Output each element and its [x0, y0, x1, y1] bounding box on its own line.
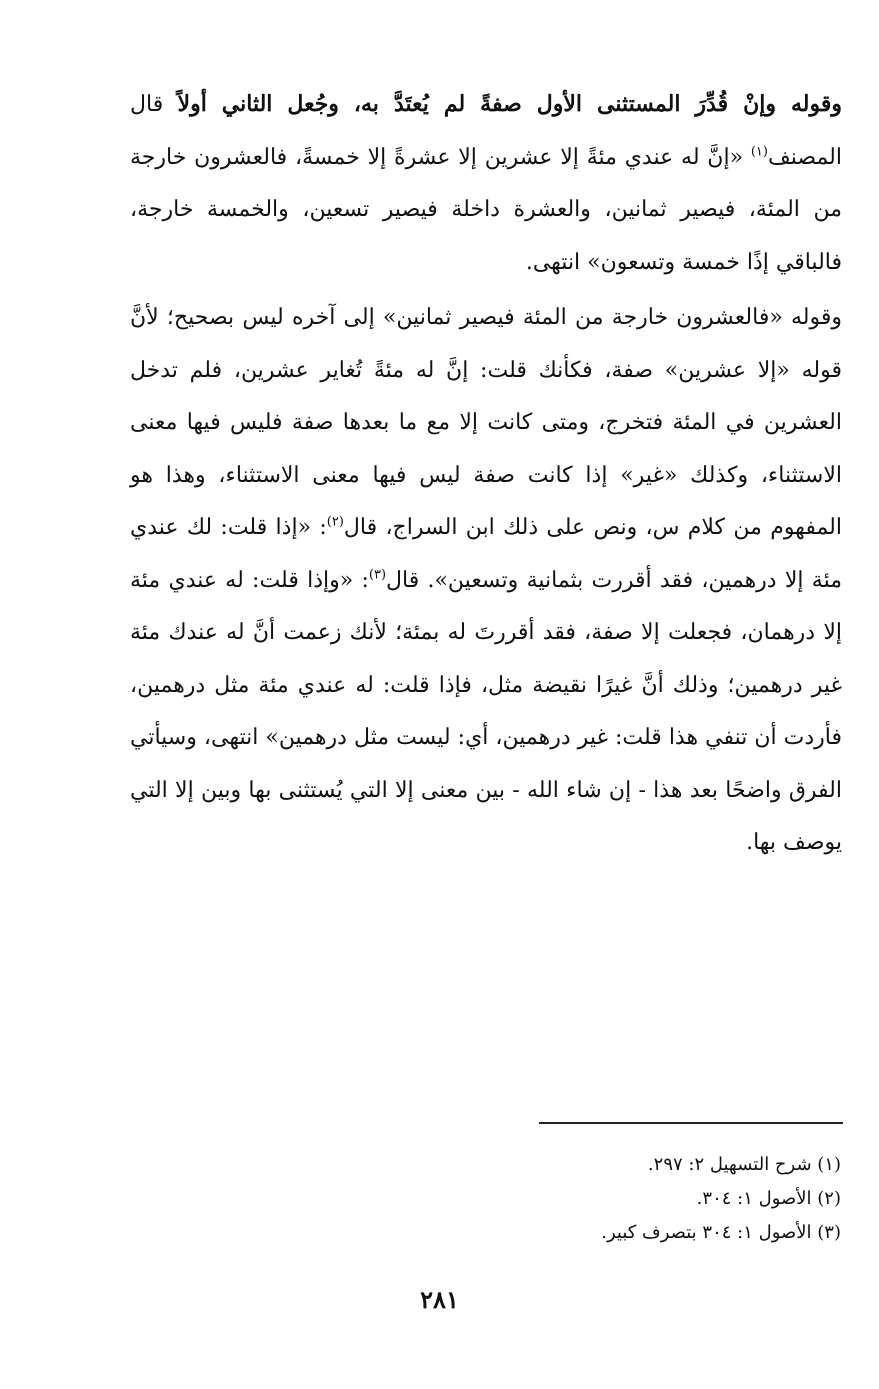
footnote-separator: [539, 1122, 843, 1124]
paragraph-2-text-b: : «إذا قلت: لك عندي مئة إلا درهمين، فقد أقررت بثمانية وتسعين». قال: [130, 515, 842, 593]
paragraph-2-text-a: وقوله «فالعشرون خارجة من المئة فيصير ثمانين» إلى آخره ليس بصحيح؛ لأنَّ قوله «إلا عشرين» صفة، فكأنك قلت: إنَّ له مئةً تُغاير عشرين، فلم تدخل العشرين في المئة فتخرج، ومتى كانت إلا مع ما بعدها صفة فليس فيها معنى الاستثناء، وكذلك «غير» إذا كانت صفة ليس فيها معنى الاستثناء، وهذا هو المفهوم من كلام س، ونص على ذلك ابن السراج، قال: [130, 305, 843, 540]
paragraph-1-text-a: قال المصنف: [130, 92, 842, 170]
paragraph-1-lead: وقوله وإنْ قُدِّرَ المستثنى الأول صفةً لم يُعتَدَّ به، وجُعل الثاني أولاً: [177, 91, 842, 117]
page-number: ٢٨١: [420, 1285, 459, 1314]
footnote-3: (٣) الأصول ١: ٣٠٤ بتصرف كبير.: [601, 1222, 841, 1243]
footnote-ref-1: (١): [750, 144, 768, 160]
footnotes: [341, 1148, 841, 1250]
footnote-ref-2: (٢): [326, 514, 344, 530]
paragraph-1: [130, 78, 842, 289]
paragraph-2-text-c: : «وإذا قلت: له عندي مئة إلا درهمان، فجعلت إلا صفة، فقد أقررتَ له بمئة؛ لأنك زعمت أنَّ له عندك مئة غير درهمين؛ وذلك أنَّ غيرًا نقيضة مثل، فإذا قلت: له عندي مئة مثل درهمين، فأردت أن تنفي هذا قلت: غير درهمين، أي: ليست مثل درهمين» انتهى، وسيأتي الفرق واضحًا بعد هذا - إن شاء الله - بين معنى إلا التي يُستثنى بها وبين إلا التي يوصف بها.: [130, 567, 842, 855]
paragraph-1-text-b: «إنَّ له عندي مئةً إلا عشرين إلا عشرةً إلا خمسةً، فالعشرون خارجة من المئة، فيصير ثمانين، والعشرة داخلة فيصير تسعين، والخمسة خارجة، فالباقي إذًا خمسة وتسعون» انتهى.: [130, 144, 842, 275]
body-text: [130, 78, 842, 870]
footnote-2: (٢) الأصول ١: ٣٠٤.: [696, 1188, 841, 1209]
footnote-1: (١) شرح التسهيل ٢: ٢٩٧.: [647, 1154, 841, 1175]
paragraph-2: [130, 292, 842, 870]
footnote-ref-3: (٣): [368, 567, 387, 583]
